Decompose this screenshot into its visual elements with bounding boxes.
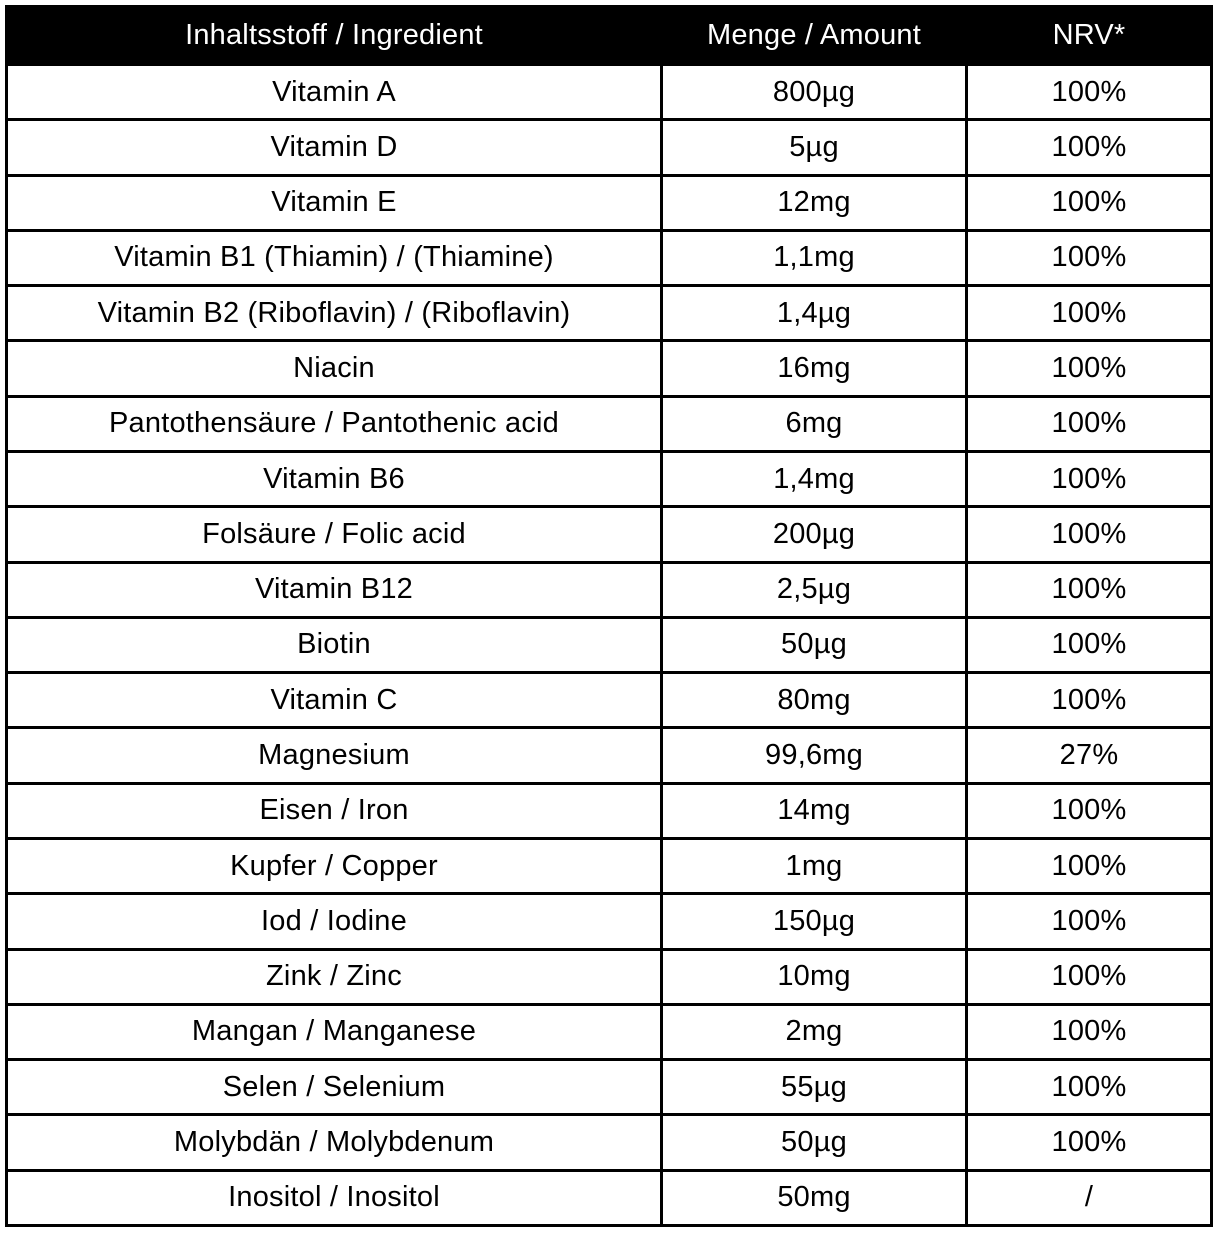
table-row [7, 1004, 1212, 1059]
cell-ingredient: Kupfer / Copper [7, 838, 662, 893]
cell-nrv: 100% [967, 507, 1212, 562]
cell-ingredient: Vitamin B12 [7, 562, 662, 617]
table-body [7, 65, 1212, 1226]
cell-ingredient: Eisen / Iron [7, 783, 662, 838]
cell-nrv: 100% [967, 949, 1212, 1004]
table-row [7, 507, 1212, 562]
cell-nrv: 100% [967, 120, 1212, 175]
header-amount: Menge / Amount [662, 7, 967, 65]
cell-amount: 200µg [662, 507, 967, 562]
cell-ingredient: Mangan / Manganese [7, 1004, 662, 1059]
cell-nrv: 100% [967, 1060, 1212, 1115]
cell-amount: 6mg [662, 396, 967, 451]
table-row [7, 1060, 1212, 1115]
cell-nrv: 100% [967, 673, 1212, 728]
table-header [7, 7, 1212, 65]
table-row [7, 617, 1212, 672]
cell-ingredient: Vitamin B6 [7, 451, 662, 506]
cell-ingredient: Vitamin C [7, 673, 662, 728]
cell-nrv: 100% [967, 230, 1212, 285]
cell-nrv: 100% [967, 1004, 1212, 1059]
table-row [7, 175, 1212, 230]
cell-amount: 55µg [662, 1060, 967, 1115]
table-row [7, 838, 1212, 893]
table-row [7, 673, 1212, 728]
table-row [7, 120, 1212, 175]
cell-nrv: 100% [967, 894, 1212, 949]
cell-amount: 1mg [662, 838, 967, 893]
cell-ingredient: Vitamin B2 (Riboflavin) / (Riboflavin) [7, 286, 662, 341]
table-row [7, 783, 1212, 838]
cell-ingredient: Vitamin E [7, 175, 662, 230]
cell-ingredient: Vitamin B1 (Thiamin) / (Thiamine) [7, 230, 662, 285]
cell-amount: 10mg [662, 949, 967, 1004]
cell-ingredient: Selen / Selenium [7, 1060, 662, 1115]
table-row [7, 1115, 1212, 1170]
table-row [7, 728, 1212, 783]
cell-ingredient: Magnesium [7, 728, 662, 783]
table-row [7, 286, 1212, 341]
cell-nrv: 100% [967, 451, 1212, 506]
table-row [7, 894, 1212, 949]
cell-nrv: 100% [967, 175, 1212, 230]
table-row [7, 230, 1212, 285]
cell-nrv: 100% [967, 65, 1212, 120]
cell-ingredient: Vitamin D [7, 120, 662, 175]
cell-amount: 1,4µg [662, 286, 967, 341]
cell-nrv: 100% [967, 783, 1212, 838]
header-ingredient: Inhaltsstoff / Ingredient [7, 7, 662, 65]
cell-amount: 14mg [662, 783, 967, 838]
cell-nrv: 100% [967, 286, 1212, 341]
table-row [7, 451, 1212, 506]
cell-amount: 1,4mg [662, 451, 967, 506]
cell-amount: 800µg [662, 65, 967, 120]
cell-amount: 50µg [662, 617, 967, 672]
cell-amount: 2,5µg [662, 562, 967, 617]
cell-amount: 12mg [662, 175, 967, 230]
cell-ingredient: Folsäure / Folic acid [7, 507, 662, 562]
cell-amount: 150µg [662, 894, 967, 949]
cell-amount: 50µg [662, 1115, 967, 1170]
cell-nrv: 27% [967, 728, 1212, 783]
cell-ingredient: Iod / Iodine [7, 894, 662, 949]
cell-nrv: / [967, 1170, 1212, 1225]
cell-amount: 99,6mg [662, 728, 967, 783]
table-row [7, 562, 1212, 617]
table-row [7, 396, 1212, 451]
cell-nrv: 100% [967, 341, 1212, 396]
cell-amount: 2mg [662, 1004, 967, 1059]
nutrition-table [5, 5, 1213, 1227]
cell-ingredient: Pantothensäure / Pantothenic acid [7, 396, 662, 451]
cell-ingredient: Vitamin A [7, 65, 662, 120]
table-row [7, 65, 1212, 120]
cell-ingredient: Molybdän / Molybdenum [7, 1115, 662, 1170]
cell-nrv: 100% [967, 838, 1212, 893]
cell-amount: 5µg [662, 120, 967, 175]
cell-nrv: 100% [967, 562, 1212, 617]
cell-ingredient: Niacin [7, 341, 662, 396]
header-nrv: NRV* [967, 7, 1212, 65]
cell-nrv: 100% [967, 617, 1212, 672]
cell-ingredient: Biotin [7, 617, 662, 672]
cell-nrv: 100% [967, 1115, 1212, 1170]
table-row [7, 949, 1212, 1004]
nutrition-table-container [5, 5, 1210, 1227]
cell-ingredient: Inositol / Inositol [7, 1170, 662, 1225]
cell-amount: 80mg [662, 673, 967, 728]
cell-amount: 50mg [662, 1170, 967, 1225]
table-row [7, 341, 1212, 396]
cell-amount: 16mg [662, 341, 967, 396]
cell-amount: 1,1mg [662, 230, 967, 285]
cell-nrv: 100% [967, 396, 1212, 451]
table-row [7, 1170, 1212, 1225]
cell-ingredient: Zink / Zinc [7, 949, 662, 1004]
header-row [7, 7, 1212, 65]
